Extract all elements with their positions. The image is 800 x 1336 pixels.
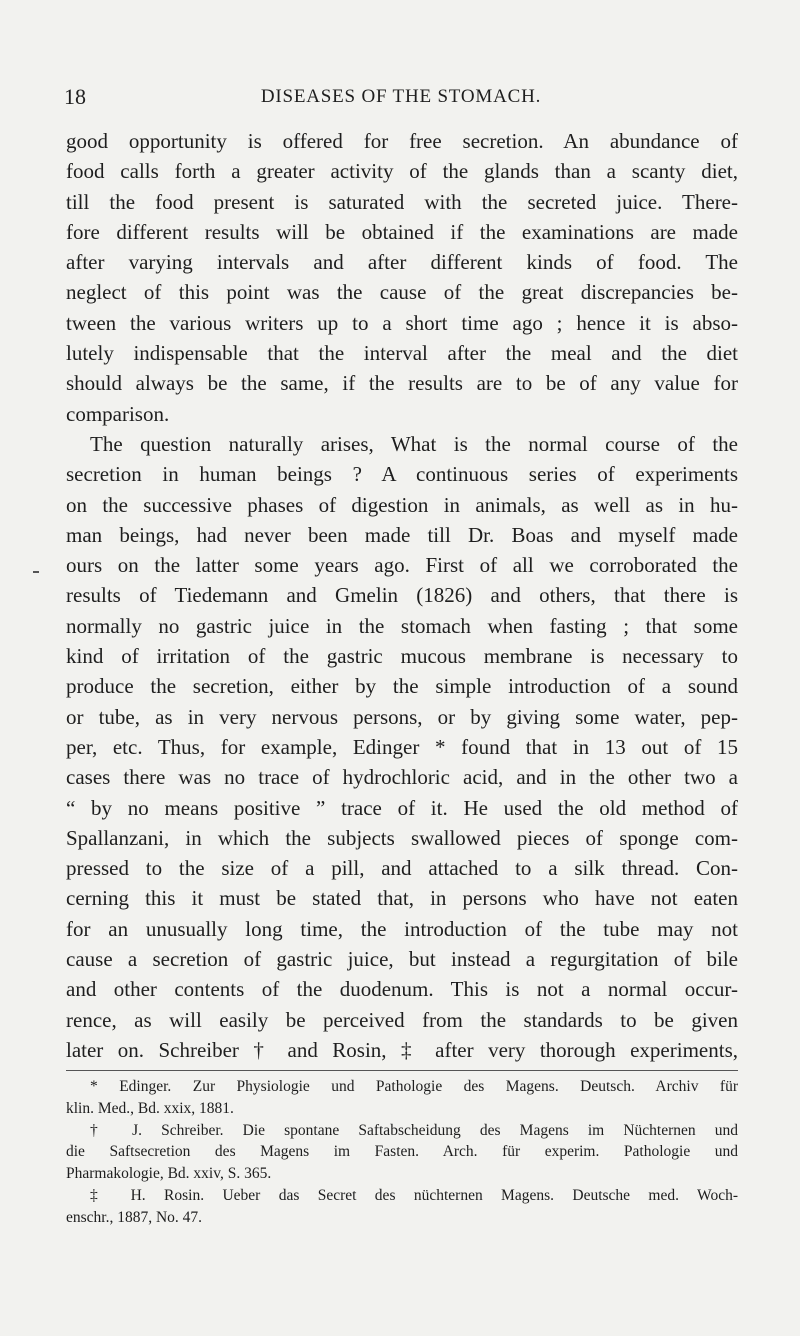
margin-mark (33, 571, 39, 573)
body-line: fore different results will be obtained if the examinations are made (66, 219, 738, 244)
body-line: lutely indispensable that the interval after the meal and the diet (66, 341, 738, 366)
body-line: per, etc. Thus, for example, Edinger * found that in 13 out of 15 (66, 734, 738, 759)
body-line: ours on the latter some years ago. First of all we corroborated the (66, 553, 738, 578)
body-line: normally no gastric juice in the stomach when fasting ; that some (66, 613, 738, 638)
body-line: or tube, as in very nervous persons, or by giving some water, pep- (66, 704, 738, 729)
footnote-line: die Saftsecretion des Magens im Fasten. Arch. für experim. Pathologie und (66, 1143, 738, 1161)
body-line: cases there was no trace of hydrochloric acid, and in the other two a (66, 765, 738, 790)
body-line: kind of irritation of the gastric mucous membrane is necessary to (66, 644, 738, 669)
body-line: food calls forth a greater activity of the glands than a scanty diet, (66, 159, 738, 184)
body-line: on the successive phases of digestion in animals, as well as in hu- (66, 492, 738, 517)
body-line: neglect of this point was the cause of the great discrepancies be- (66, 280, 738, 305)
body-line: till the food present is saturated with the secreted juice. There- (66, 189, 738, 214)
footnote-line: enschr., 1887, No. 47. (66, 1208, 203, 1226)
footnote-line: † J. Schreiber. Die spontane Saftabscheidung des Magens im Nüchternen und (90, 1121, 738, 1139)
body-line: for an unusually long time, the introduction of the tube may not (66, 916, 738, 941)
body-line: man beings, had never been made till Dr. Boas and myself made (66, 522, 738, 547)
footnote-line: * Edinger. Zur Physiologie und Pathologie des Magens. Deutsch. Archiv für (90, 1078, 738, 1095)
body-line: secretion in human beings ? A continuous series of experiments (66, 462, 738, 487)
body-line: should always be the same, if the results are to be of any value for (66, 371, 738, 396)
body-line: pressed to the size of a pill, and attached to a silk thread. Con- (66, 856, 738, 881)
body-line: cerning this it must be stated that, in persons who have not eaten (66, 886, 738, 911)
body-line: after varying intervals and after different kinds of food. The (66, 250, 738, 275)
body-line: “ by no means positive ” trace of it. He used the old method of (66, 795, 738, 820)
body-text (66, 126, 738, 1065)
body-line: and other contents of the duodenum. This is not a normal occur- (66, 977, 738, 1002)
body-line: later on. Schreiber † and Rosin, ‡ after very thorough experiments, (66, 1037, 738, 1062)
page-number: 18 (64, 84, 86, 109)
footnotes (66, 1076, 738, 1229)
footnote-line: Pharmakologie, Bd. xxiv, S. 365. (66, 1165, 272, 1183)
body-line: cause a secretion of gastric juice, but instead a regurgitation of bile (66, 947, 738, 972)
body-line: The question naturally arises, What is the normal course of the (90, 431, 738, 456)
body-line: results of Tiedemann and Gmelin (1826) and others, that there is (66, 583, 738, 608)
body-line: tween the various writers up to a short time ago ; hence it is abso- (66, 310, 738, 335)
body-line: Spallanzani, in which the subjects swallowed pieces of sponge com- (66, 825, 738, 850)
body-line: produce the secretion, either by the simple introduction of a sound (66, 674, 738, 699)
footnote-line: ‡ H. Rosin. Ueber das Secret des nüchternen Magens. Deutsche med. Woch- (90, 1186, 738, 1204)
body-line: good opportunity is offered for free secretion. An abundance of (66, 129, 738, 153)
footnote-divider (66, 1070, 738, 1071)
running-head: DISEASES OF THE STOMACH. (260, 86, 542, 107)
body-line: comparison. (66, 401, 170, 426)
footnote-line: klin. Med., Bd. xxix, 1881. (66, 1099, 234, 1117)
body-line: rence, as will easily be perceived from the standards to be given (66, 1007, 738, 1032)
page-header (64, 84, 738, 114)
